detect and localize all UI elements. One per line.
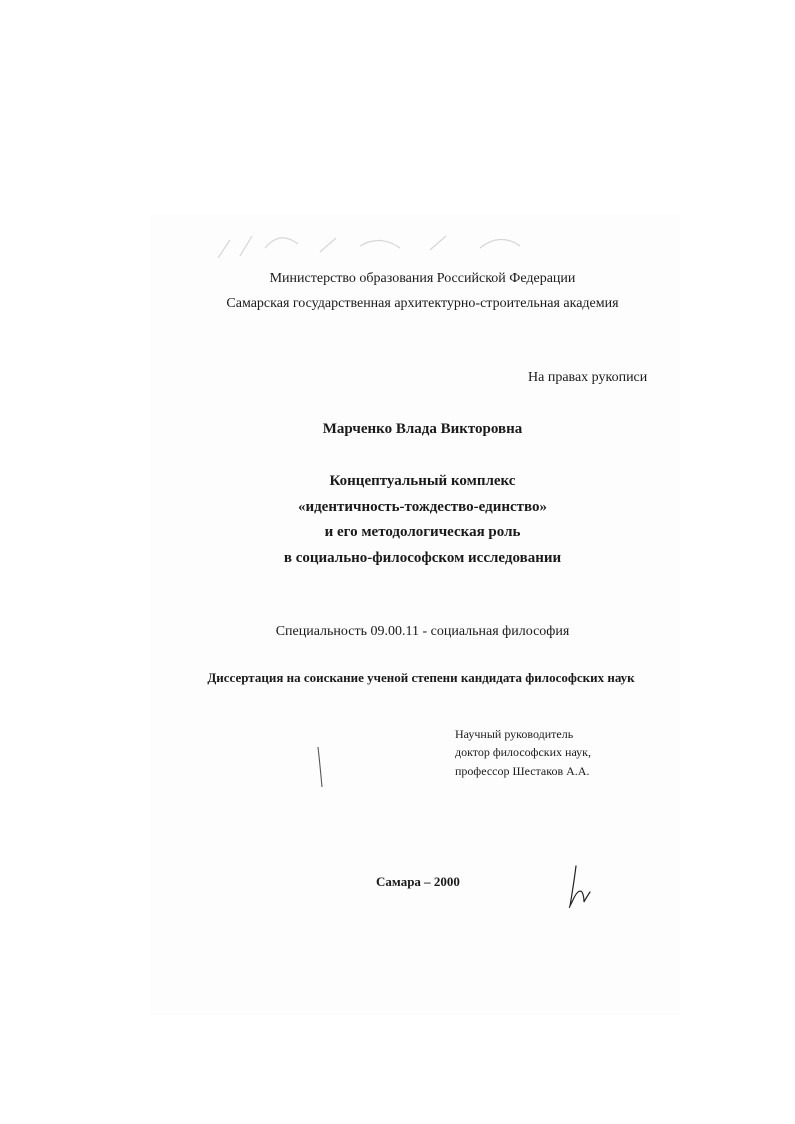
title-line-2: «идентичность-тождество-единство» bbox=[297, 499, 548, 515]
margin-pencil-mark bbox=[312, 745, 332, 790]
specialty: Специальность 09.00.11 - социальная философия bbox=[275, 624, 570, 639]
handwritten-signature bbox=[560, 862, 600, 912]
author-name: Марченко Влада Викторовна bbox=[322, 421, 523, 437]
degree-statement: Диссертация на соискание ученой степени кандидата философских наук bbox=[207, 670, 635, 685]
supervisor-line-2: доктор философских наук, bbox=[455, 745, 591, 759]
supervisor-line-3: профессор Шестаков А.А. bbox=[455, 764, 590, 778]
supervisor-line-1: Научный руководитель bbox=[455, 727, 574, 741]
title-line-4: в социально-философском исследовании bbox=[283, 550, 562, 566]
academy-name: Самарская государственная архитектурно-строительная академия bbox=[226, 296, 619, 311]
title-line-1: Концептуальный комплекс bbox=[329, 473, 516, 489]
ministry-name: Министерство образования Российской Федерации bbox=[269, 271, 576, 286]
city-year: Самара – 2000 bbox=[376, 874, 460, 889]
faded-stamp-mark bbox=[210, 218, 550, 268]
title-line-3: и его методологическая роль bbox=[324, 524, 521, 540]
scanned-sheet bbox=[150, 215, 680, 1015]
rights-note: На правах рукописи bbox=[528, 370, 648, 385]
